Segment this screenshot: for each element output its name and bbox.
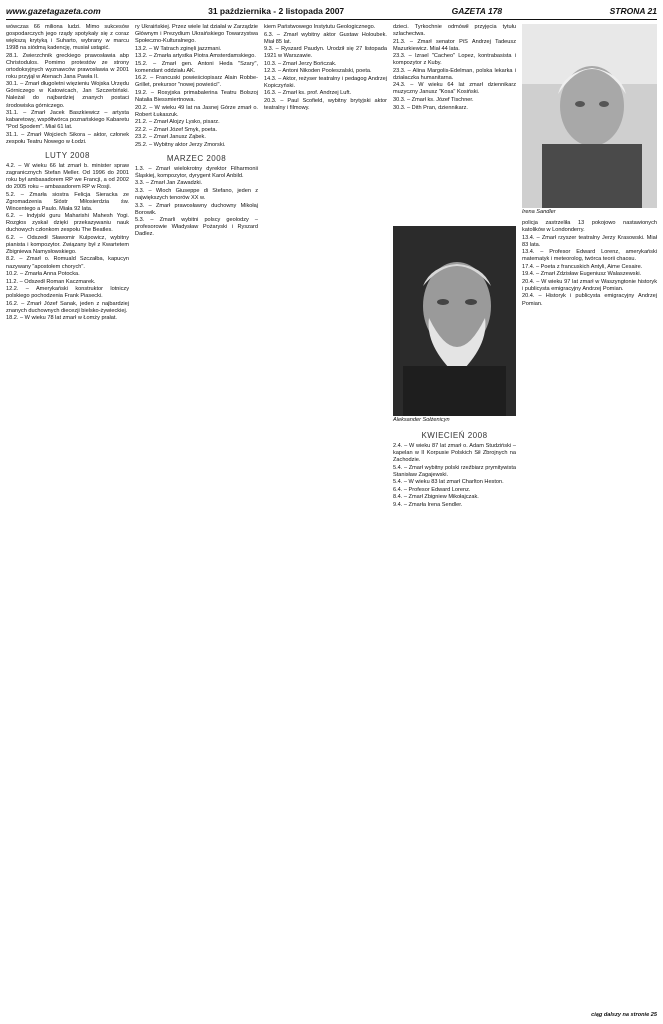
paragraph: 19.4. – Zmarł Zdzisław Eugeniusz Walaszewski.: [522, 271, 642, 278]
paragraph: 28.1. Zwierzchnik greckiego prawosławia abp Christodulos. Pomimo protestów ze strony ortodoksyjnych wyznawców prawosławia w 2001 roku przyjął w Atenach Jana Pawła II.: [6, 52, 129, 80]
paragraph: 30.1. – Zmarł długoletni więzieniu Wojska Urzędu Górniczego w Katowicach, Jan Szczerbiński. Należał do najbardziej znanych postaci środowiska górniczego.: [6, 81, 129, 109]
site-url[interactable]: www.gazetagazeta.com: [6, 6, 101, 16]
paragraph: kiem Państwowego Instytutu Geologicznego.: [264, 24, 376, 30]
issue-dates: 31 października - 2 listopada 2007: [208, 6, 345, 16]
photo-caption: Aleksander Sołżenicyn: [393, 417, 450, 423]
paragraph: 3.3. – Zmarł Jan Zawadzki.: [135, 180, 203, 187]
paragraph: 9.4. – Zmarła Irena Sendler.: [393, 501, 463, 508]
paragraph: 13.2. – Zmarła artystka Piotra Amsterdamskiego.: [135, 53, 256, 60]
paragraph: 13.4. – Zmarł rzyszer teatralny Jerzy Krasowski. Miał 83 lata.: [522, 234, 657, 248]
page-number: STRONA 21: [609, 6, 657, 16]
paragraph: 23.3. – Alina Margolis-Edelman, polska lekarka i działaczka humanitarna.: [393, 67, 516, 81]
page-header: [6, 4, 657, 18]
paragraph: 16.2. – Zmarł Józef Sanak, jeden z najbardziej znanych duchownych diecezji bielsko-żywieckiej.: [6, 300, 129, 314]
paragraph: 14.3. – Aktor, reżyser teatralny i pedagog Andrzej Kopiczyński.: [264, 75, 387, 89]
paragraph: 8.4. – Zmarł Zbigniew Mikołajczak.: [393, 494, 479, 501]
paragraph: 21.3. – Zmarł senator PiS Andrzej Tadeusz Mazurkiewicz. Miał 44 lata.: [393, 38, 516, 52]
paragraph: 22.2. – Zmarł Józef Smyk, poeta.: [135, 126, 218, 133]
paragraph: 30.3. – Dith Pran, dziennikarz.: [393, 104, 468, 111]
paragraph: 5.4. – W wieku 83 lat zmarł Charlton Heston.: [393, 479, 504, 486]
column-2: [135, 24, 258, 1016]
column-4-lower: [393, 426, 516, 1016]
header-rule: [6, 19, 657, 20]
paragraph: 10.3. – Zmarł Jerzy Bończak.: [264, 60, 337, 67]
paragraph: 12.3. – Antoni Nikoden Pooleszalski, poeta.: [264, 68, 372, 75]
paragraph: 18.2. – W wieku 78 lat zmarł w Łomży prałat.: [6, 315, 117, 322]
paragraph: 16.3. – Zmarł ks. prof. Andrzej Luft.: [264, 90, 352, 97]
paragraph: 5.4. – Zmarł wybitny polski rzeźbiarz prymitywista Stanisław Zagajewski.: [393, 464, 516, 478]
paragraph: 15.2. – Zmarł gen. Antoni Heda "Szary", komendant oddziału AK.: [135, 60, 258, 74]
paragraph: 31.1. – Zmarł Jacek Baszkiewicz – artysta kabaretowy, współtwórca poznańskiego Kabaretu "Pod Spodem". Miał 61 lat.: [6, 110, 129, 131]
paragraph: 8.2. – Zmarł o. Romuald Szczałba, kapucyn nazywany "apostołem chorych".: [6, 256, 129, 270]
paragraph: 6.4. – Profesor Edward Lorenz.: [393, 486, 471, 493]
column-3: [264, 24, 387, 1016]
paragraph: 5.2. – Zmarła siostra Felicja Sieracka ze Zgromadzenia Sióstr Miłosierdzia św. Wincentego a Paulo. Miała 92 lata.: [6, 191, 129, 212]
continued-note: ciąg dalszy na stronie 25: [591, 1012, 657, 1018]
photo-caption: Irena Sandler: [522, 209, 556, 215]
column-1: [6, 24, 129, 1016]
paragraph: ry Ukraińskiej. Przez wiele lat działał w Zarządzie Głównym i Prezydium Ukraińskiego Towarzystwa Społeczno-Kulturalnego.: [135, 24, 258, 45]
paragraph: 20.3. – Paul Scofield, wybitny brytyjski aktor teatralny i filmowy.: [264, 97, 387, 112]
paragraph: 20.4. – Historyk i publicysta emigracyjny Andrzej Pomian.: [522, 293, 657, 307]
paragraph: 20.2. – W wieku 49 lat na Jasnej Górze zmarł o. Robert Łukaszuk.: [135, 104, 258, 118]
paragraph: 2.4. – W wieku 87 lat zmarł o. Adam Studziński – kapelan w II Korpusie Polskich Sił Zbrojnych na Zachodzie.: [393, 443, 516, 464]
paragraph: 24.3. – W wieku 64 lat zmarł dziennikarz muzyczny Janusz "Kosa" Kosiński.: [393, 82, 516, 96]
paragraph: 3.3. – Zmarł prawosławny duchowny Mikołaj Borowik.: [135, 202, 258, 216]
paragraph: 20.4. – W wieku 97 lat zmarł w Waszyngtonie historyk i publicysta emigracyjny Andrzej Pomian.: [522, 278, 657, 292]
paragraph: 10.2. – Zmarła Anna Potocka.: [6, 271, 80, 278]
paragraph: 13.4. – Profesor Edward Lorenz, amerykański matematyk i meteorolog, twórca teorii chaosu.: [522, 249, 657, 263]
paragraph: 23.3. – Izrael "Cacheo" Lopez, kontrabasista i kompozytor z Kuby.: [393, 53, 516, 67]
paragraph: 25.2. – Wybitny aktor Jerzy Zmorski.: [135, 141, 226, 148]
paragraph: 6.3. – Zmarł wybitny aktor Gustaw Holoubek. Miał 85 lat.: [264, 31, 387, 45]
portrait-photo-solzhenitsyn: [393, 226, 516, 416]
portrait-photo-sendler: [522, 24, 657, 208]
paragraph: 11.2. – Odszedł Roman Kaczmarek.: [6, 278, 96, 285]
paragraph: 21.2. – Zmarł Alojzy Lysko, pisarz.: [135, 119, 220, 126]
paragraph: policja zastrzeliła 13 pokojowo nastawionych katolików w Londonderry.: [522, 220, 657, 234]
paragraph: 17.4. – Poeta z francuskich Antyli, Aime Cesaire.: [522, 263, 643, 270]
paragraph: 13.2. – W Tatrach zginęli jazzmani.: [135, 45, 222, 52]
paragraph: 12.2. – Amerykański konstruktor lotniczy polskiego pochodzenia Frank Piasecki.: [6, 286, 129, 300]
paragraph: 30.3. – Zmarł ks. Józef Tischner.: [393, 96, 474, 103]
paragraph: 16.2. – Francuski powieściopisarz Alain Robbe-Grillet, prekursor "nowej powieści".: [135, 75, 258, 89]
paragraph: 6.2. – Indyjski guru Maharishi Mahesh Yogi. Rozgłos zyskał dzięki przekazywaniu nauk duchowych członkom zespołu The Beatles.: [6, 213, 129, 234]
paragraph: dzieci. Tyrkochnie odmówił przyjęcia tytułu szlachectwa.: [393, 24, 516, 38]
paragraph: 1.3. – Zmarł wielokrotny dyrektor Filharmonii Śląskiej, kompozytor, dyrygent Karol Anbild.: [135, 165, 258, 179]
paragraph: 4.2. – W wieku 66 lat zmarł b. minister spraw zagranicznych Stefan Meller. Od 1996 do 2001 roku był ambasadorem RP we Francji, a od 2002 do 2005 roku – ambasadorem RP w Rosji.: [6, 162, 129, 190]
issue-number: GAZETA 178: [451, 6, 503, 16]
paragraph: 31.1. – Zmarł Wojciech Sikora – aktor, członek zespołu Teatru Nowego w Łodzi.: [6, 131, 129, 145]
paragraph: 23.2. – Zmarł Janusz Ząbek.: [135, 134, 206, 141]
section-heading: KWIECIEŃ 2008: [421, 431, 488, 440]
paragraph: wówczas 66 miliona ludzi. Mimo sukcesów gospodarczych jego rządy spotykały się z coraz większą krytyką i Suharto, wybrany w marcu 1998 na siódmą kadencję, musiał ustąpić.: [6, 24, 129, 52]
column-4: [393, 24, 516, 224]
paragraph: 19.2. – Rosyjska primabalerina Teatru Bolszoj Natalia Biessmiertnowa.: [135, 89, 258, 103]
paragraph: 3.3. – Wloch Giuseppe di Stefano, jeden z największych tenorów XX w.: [135, 187, 258, 202]
section-heading: MARZEC 2008: [166, 153, 227, 163]
column-5: [522, 220, 657, 1000]
paragraph: 6.2. – Odszedł Sławomir Kulpowicz, wybitny pianista i kompozytor. Związany był z Kwartetem Zbigniewa Namysłowskiego.: [6, 234, 129, 255]
paragraph: 9.3. – Ryszard Paudyn. Urodził się 27 listopada 1921 w Warszawie.: [264, 46, 387, 60]
paragraph: 5.3. – Zmarli wybitni polscy geolodzy – profesorowie Władysław Pożaryski i Ryszard Dadlez.: [135, 217, 258, 238]
section-heading: LUTY 2008: [45, 150, 90, 160]
